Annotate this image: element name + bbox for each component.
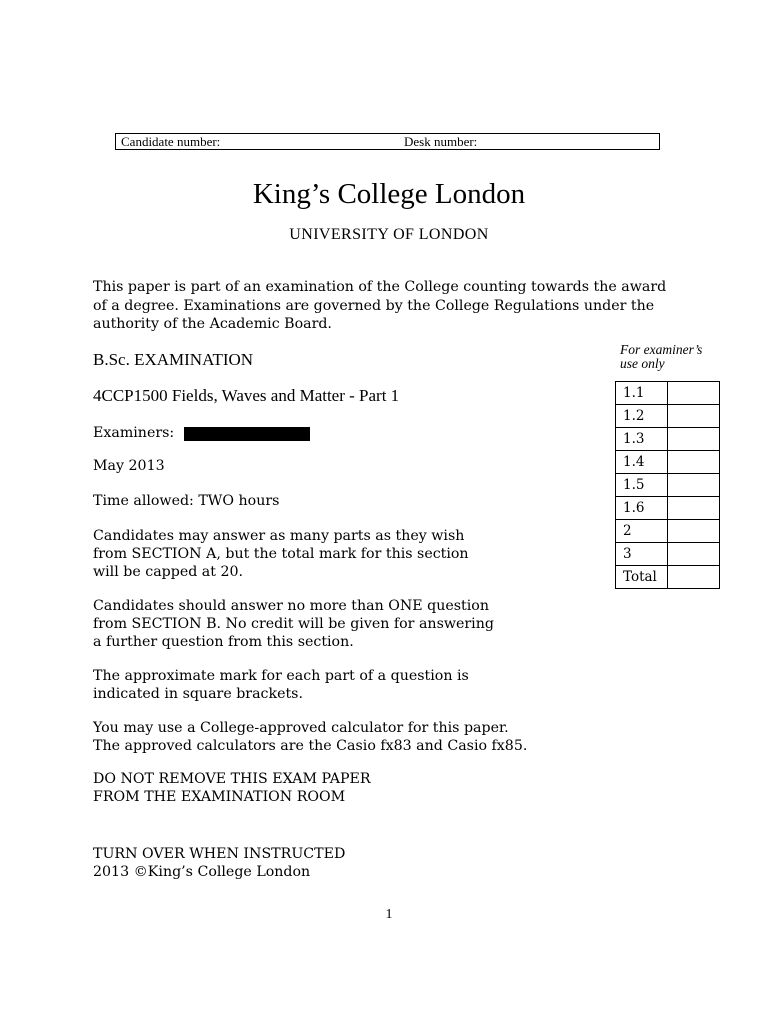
total-box	[668, 566, 720, 589]
mark-box	[668, 497, 720, 520]
time-allowed: Time allowed: TWO hours	[93, 493, 280, 509]
mark-box	[668, 405, 720, 428]
intro-line: This paper is part of an examination of the College counting towards the award	[93, 279, 667, 295]
mark-row	[616, 520, 720, 543]
college-title: King’s College London	[252, 178, 526, 210]
exam-type: B.Sc. EXAMINATION	[93, 350, 254, 369]
mark-row	[616, 474, 720, 497]
mark-box	[668, 474, 720, 497]
desk-number-label: Desk number:	[404, 134, 478, 149]
question-label: 1.5	[616, 474, 668, 497]
intro-line: of a degree. Examinations are governed by the College Regulations under the	[93, 297, 655, 314]
question-label: 2	[616, 520, 668, 543]
mark-row	[616, 451, 720, 474]
course-title: 4CCP1500 Fields, Waves and Matter - Part 1	[93, 386, 400, 405]
mark-row	[616, 405, 720, 428]
instruction-line: The approximate mark for each part of a question is	[93, 668, 469, 684]
warning-line: DO NOT REMOVE THIS EXAM PAPER	[93, 771, 371, 787]
exam-date: May 2013	[93, 458, 165, 474]
mark-row	[616, 543, 720, 566]
question-label: 1.1	[616, 382, 668, 405]
page-number: 1	[385, 907, 393, 922]
section-b-instructions	[93, 597, 494, 651]
mark-box	[668, 520, 720, 543]
intro-paragraph	[93, 278, 703, 334]
instruction-line: from SECTION B. No credit will be given for answering	[93, 616, 494, 632]
candidate-number-label: Candidate number:	[121, 134, 221, 149]
intro-line: authority of the Academic Board.	[93, 316, 332, 332]
question-label: 1.3	[616, 428, 668, 451]
total-label: Total	[616, 566, 668, 589]
instruction-line: will be capped at 20.	[93, 564, 244, 580]
do-not-remove-warning	[93, 770, 371, 806]
mark-box	[668, 543, 720, 566]
question-label: 3	[616, 543, 668, 566]
instruction-line: from SECTION A, but the total mark for this section	[93, 546, 469, 562]
examiner-use-note	[620, 343, 730, 371]
examiner-mark-table	[615, 381, 720, 589]
instruction-line: indicated in square brackets.	[93, 686, 303, 702]
calculator-note	[93, 719, 527, 755]
section-a-instructions	[93, 527, 469, 581]
mark-row	[616, 497, 720, 520]
redaction-bar	[184, 427, 310, 441]
instruction-line: The approved calculators are the Casio fx83 and Casio fx85.	[93, 738, 528, 754]
mark-row	[616, 566, 720, 589]
mark-box	[668, 428, 720, 451]
candidate-desk-box	[115, 133, 660, 150]
university-subtitle: UNIVERSITY OF LONDON	[289, 226, 489, 243]
examiners-label: Examiners:	[93, 425, 175, 441]
mark-box	[668, 451, 720, 474]
instruction-line: Candidates may answer as many parts as they wish	[93, 528, 465, 544]
turn-over-instruction: TURN OVER WHEN INSTRUCTED	[93, 846, 346, 862]
approx-mark-note	[93, 667, 469, 703]
instruction-line: You may use a College-approved calculator for this paper.	[93, 720, 509, 736]
question-label: 1.4	[616, 451, 668, 474]
warning-line: FROM THE EXAMINATION ROOM	[93, 789, 346, 805]
mark-row	[616, 428, 720, 451]
examiner-note-line: use only	[620, 356, 665, 371]
copyright-notice: 2013 ©King’s College London	[93, 864, 311, 880]
instruction-line: a further question from this section.	[93, 634, 354, 650]
instruction-line: Candidates should answer no more than ONE question	[93, 598, 489, 614]
mark-box	[668, 382, 720, 405]
examiner-note-line: For examiner’s	[620, 342, 703, 357]
question-label: 1.2	[616, 405, 668, 428]
mark-row	[616, 382, 720, 405]
question-label: 1.6	[616, 497, 668, 520]
